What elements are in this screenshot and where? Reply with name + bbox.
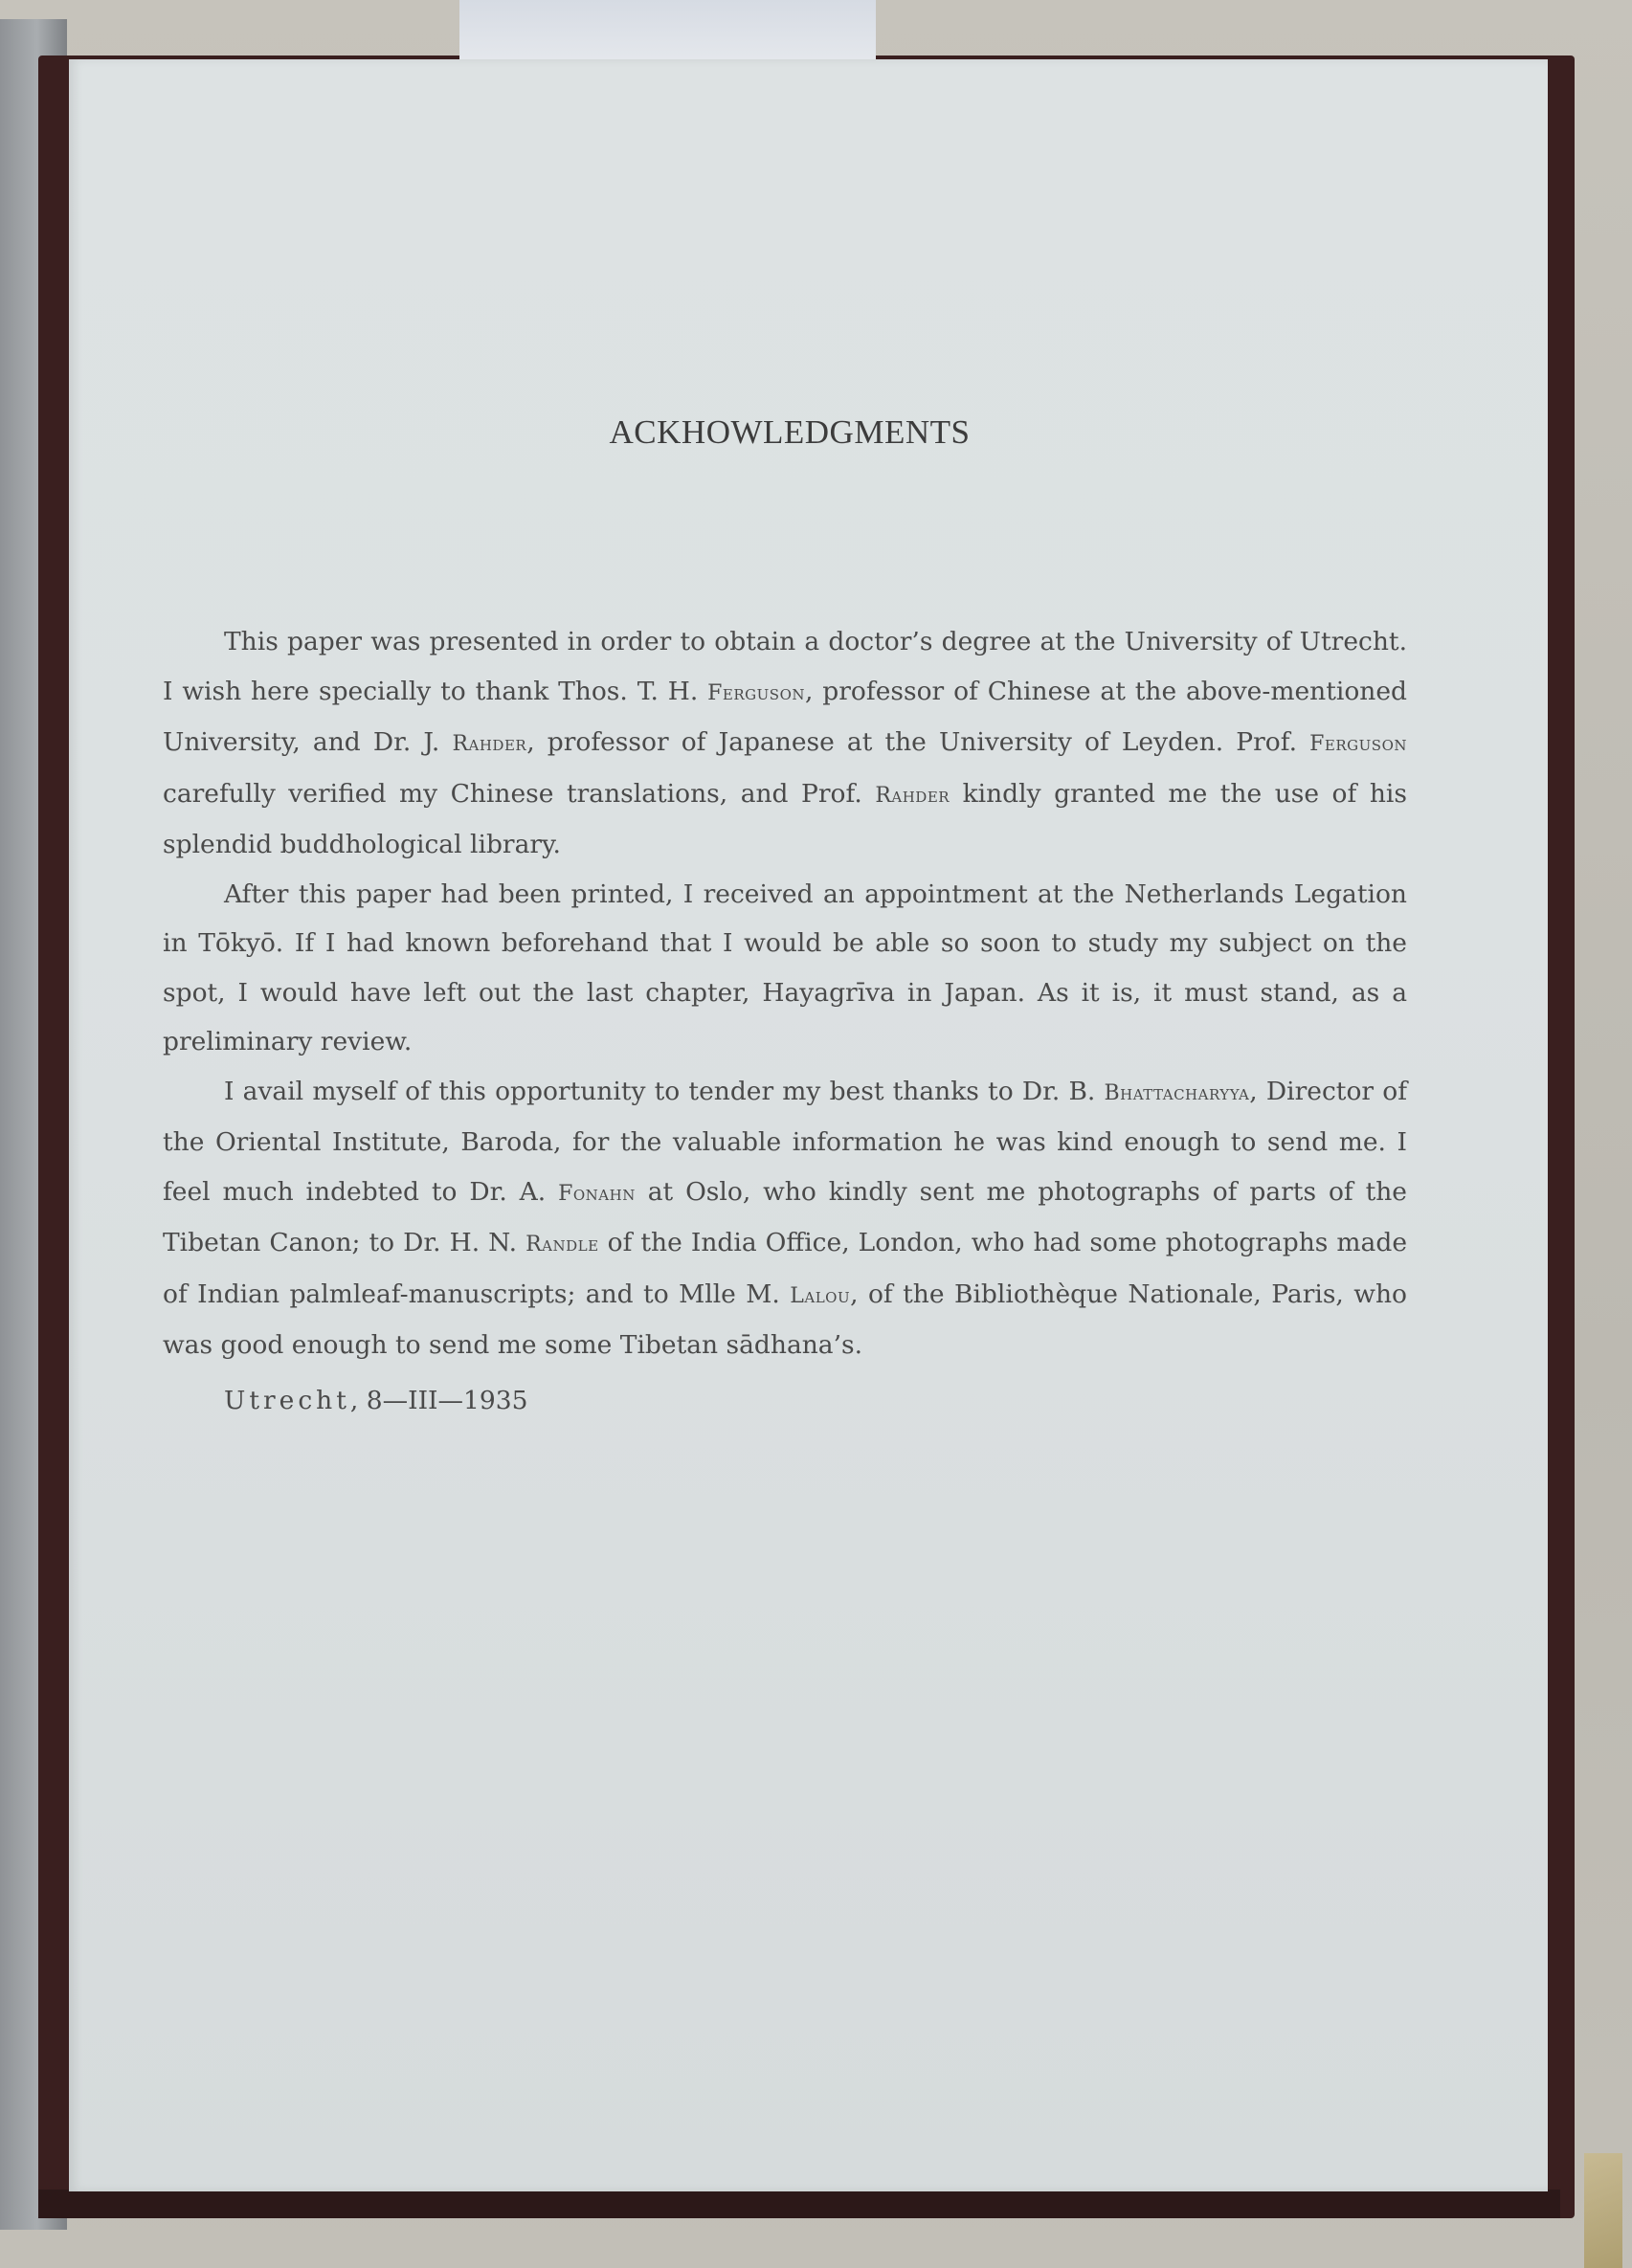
text-segment: of the India Office, London, who had some photographs made of Indian palmleaf-manuscripts; and to Mlle M. [163, 1228, 1407, 1309]
text-segment: carefully verified my Chinese translations, and Prof. [163, 778, 876, 809]
bookmark-slip [459, 0, 876, 59]
person-name: Fonahn [558, 1181, 636, 1206]
text-segment: , professor of Japanese at the University of Leyden. Prof. [526, 727, 1310, 757]
dateline-place: Utrecht [224, 1385, 350, 1415]
person-name: Ferguson [1309, 732, 1407, 756]
text-segment: I avail myself of this opportunity to tender my best thanks to Dr. B. [224, 1076, 1105, 1106]
dateline [163, 1376, 1407, 1426]
person-name: Bhattacharyya [1104, 1080, 1250, 1105]
text-segment: , of the Bibliothèque Nationale, Paris, who was good enough to send me some Tibetan sādhana’s. [163, 1279, 1407, 1360]
paragraph-thanks-professors [163, 617, 1407, 870]
text-segment: This paper was presented in order to obtain a doctor’s degree at the University of Utrecht. I wish here specially to thank Thos. T. H. [163, 627, 1407, 706]
person-name: Ferguson [707, 680, 806, 705]
person-name: Rahder [452, 732, 527, 756]
person-name: Rahder [875, 783, 950, 808]
page-title: ACKHOWLEDGMENTS [609, 413, 971, 451]
paragraph-further-thanks [163, 1067, 1407, 1370]
bookmark-ribbon [1584, 2153, 1622, 2268]
acknowledgments-text [163, 617, 1407, 1425]
text-segment: , professor of Chinese at the above-mentioned University, and Dr. J. [163, 676, 1407, 757]
paragraph-tokyo-appointment: After this paper had been printed, I received an appointment at the Netherlands Legation in Tōkyō. If I had known beforehand that I would be able so soon to study my subject on the spot, I would have left out the last chapter, Hayagrīva in Japan. As it is, it must stand, as a preliminary review. [163, 878, 1407, 1056]
person-name: Randle [525, 1233, 599, 1256]
person-name: Lalou [790, 1283, 851, 1308]
text-segment: , Director of the Oriental Institute, Baroda, for the valuable information he was kind enough to send me. I feel much indebted to Dr. A. [163, 1076, 1408, 1207]
text-segment: at Oslo, who kindly sent me photographs of parts of the Tibetan Canon; to Dr. H. N. [163, 1176, 1407, 1257]
book-cover-bottom-edge [38, 2190, 1560, 2218]
text-segment: kindly granted me the use of his splendid buddhological library. [163, 778, 1407, 859]
dateline-date: , 8—III—1935 [349, 1385, 528, 1415]
